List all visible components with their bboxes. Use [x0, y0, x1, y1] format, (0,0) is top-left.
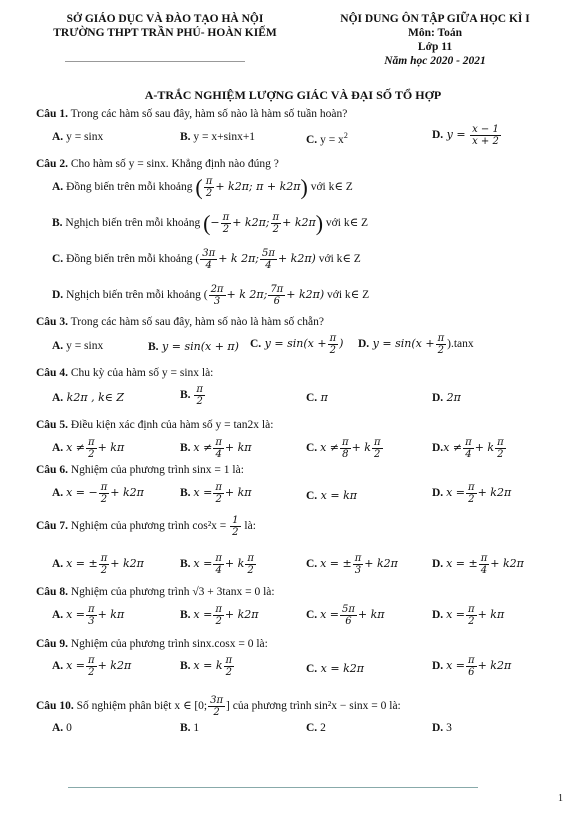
option-letter: D.: [432, 392, 444, 404]
option-letter: B.: [180, 558, 191, 571]
denominator: x + 2: [472, 136, 499, 147]
fraction: $\frac{3\pi}{2}$: [210, 695, 224, 718]
q5-option-d: D.x ≠ $\frac{\pi}{4}$ + k $\frac{\pi}{2}$: [432, 437, 504, 460]
option-letter: D.: [432, 722, 444, 734]
option-exponent: 2: [343, 131, 348, 140]
option-letter: B.: [180, 131, 191, 143]
q7-option-c: C. x = ± $\frac{\pi}{3}$ + k2π: [306, 553, 398, 576]
option-letter: B.: [52, 217, 63, 230]
section-title: A-TRẮC NGHIỆM LƯỢNG GIÁC VÀ ĐẠI SỐ TỔ HỢP: [144, 88, 442, 102]
option-letter: A.: [52, 558, 64, 571]
q1-option-d: [432, 124, 502, 147]
header-left: [30, 12, 300, 40]
option-letter: A.: [52, 181, 64, 194]
option-letter: D.: [358, 338, 370, 351]
fraction: $\frac{\pi}{2}$: [222, 212, 230, 235]
option-value: y =: [443, 128, 470, 142]
question-number: Câu 7.: [36, 520, 68, 533]
option-letter: D.: [432, 660, 444, 673]
option-text: Nghịch biến trên mỗi khoảng: [62, 217, 201, 230]
fraction: $\frac{2\pi}{3}$: [210, 284, 224, 307]
option-letter: B.: [180, 389, 191, 402]
q3-option-c: C. y = sin(x + $\frac{\pi}{2}$ ): [250, 333, 344, 356]
question-7: [36, 515, 256, 538]
option-text: Nghịch biến trên mỗi khoảng: [63, 289, 201, 302]
question-text: Nghiệm của phương trình sinx = 1 là:: [67, 464, 244, 476]
q3-option-b: [148, 340, 239, 353]
q6-option-a: A. x = − $\frac{\pi}{2}$ + k2π: [52, 482, 144, 505]
question-text: Nghiệm của phương trình cos²x =: [67, 520, 227, 533]
paren-open: (: [195, 174, 203, 200]
school-year: Năm học 2020 - 2021: [384, 55, 486, 67]
paren-open: (: [203, 210, 211, 236]
option-value: y = sinx: [63, 340, 104, 352]
header-right: [300, 12, 570, 68]
fraction: $\frac{\pi}{2}$: [196, 384, 203, 407]
q2-option-c: C. Đồng biến trên mỗi khoảng ( $\frac{3\pi}{4}$ + k 2π; $\frac{5\pi}{4}$ + k2π) với k∈ Z: [52, 248, 361, 271]
option-value: y = sinx: [63, 131, 104, 143]
q8-option-b: B. x = $\frac{\pi}{2}$ + k2π: [180, 604, 259, 627]
question-text: Nghiệm của phương trình √3 + 3tanx = 0 là:: [67, 586, 275, 598]
option-letter: C.: [52, 253, 64, 266]
question-5: [36, 419, 273, 431]
option-value: y = sin(x +: [369, 337, 435, 351]
q2-option-b: B. Nghịch biến trên mỗi khoảng (− $\frac{\pi}{2}$ + k2π; $\frac{\pi}{2}$ + k2π) với k∈ Z: [52, 210, 368, 236]
subject: Môn: Toán: [407, 27, 462, 39]
option-letter: B.: [180, 487, 191, 500]
option-letter: C.: [306, 392, 318, 404]
option-letter: A.: [52, 722, 64, 734]
q3-option-d: [358, 333, 474, 356]
question-number: Câu 8.: [36, 586, 68, 598]
question-text: Điều kiện xác định của hàm số y = tan2x là:: [67, 419, 274, 431]
fraction: [470, 124, 501, 147]
option-letter: C.: [306, 133, 318, 146]
q10-option-a: [52, 722, 72, 734]
q5-option-a: A. x ≠ $\frac{\pi}{2}$ + kπ: [52, 437, 125, 460]
q1-option-c: [306, 131, 348, 146]
option-value: y = sin(x +: [261, 337, 327, 351]
q6-option-c: [306, 489, 357, 502]
option-letter: A.: [52, 609, 64, 622]
fraction: $\frac{1}{2}$: [232, 515, 239, 538]
q2-option-a: [52, 176, 353, 199]
option-value: y = x+sinx+1: [190, 131, 256, 143]
q4-option-d: [432, 391, 461, 404]
option-letter: A.: [52, 487, 64, 500]
option-letter: C.: [306, 663, 318, 675]
option-value: k2π , k∈ Z: [63, 391, 125, 404]
question-number: Câu 1.: [36, 108, 68, 120]
question-text: Trong các hàm số sau đây, hàm số nào là hàm số tuần hoàn?: [67, 108, 348, 120]
question-2: [36, 158, 279, 170]
option-letter: C.: [306, 442, 318, 455]
question-text: Nghiệm của phương trình sinx.cosx = 0 là:: [67, 638, 268, 650]
question-number: Câu 9.: [36, 638, 68, 650]
option-text: Đồng biến trên mỗi khoảng: [63, 181, 193, 194]
option-letter: C.: [250, 338, 262, 351]
question-8: [36, 586, 275, 598]
grade: Lớp 11: [417, 41, 453, 53]
option-tail: ).tanx: [447, 338, 474, 351]
option-value: 2π: [443, 391, 461, 404]
q8-option-c: C. x = $\frac{5\pi}{6}$ + kπ: [306, 604, 385, 627]
option-letter: C.: [306, 490, 318, 502]
option-value: 3: [443, 722, 452, 734]
q9-option-a: A. x = $\frac{\pi}{2}$ + k2π: [52, 655, 132, 678]
question-1: [36, 108, 347, 120]
question-10: [36, 695, 401, 718]
option-letter: B.: [180, 660, 191, 673]
question-3: [36, 316, 324, 328]
option-letter: B.: [180, 442, 191, 455]
expr: + k2π; π + k2π: [215, 180, 301, 194]
q9-option-c: [306, 662, 364, 675]
fraction: $\frac{5\pi}{4}$: [262, 248, 275, 271]
option-value: y = sin(x + π): [158, 340, 239, 353]
question-number: Câu 3.: [36, 316, 68, 328]
question-text-tail: là:: [241, 520, 256, 533]
question-number: Câu 5.: [36, 419, 68, 431]
q4-option-c: [306, 391, 328, 404]
footer-divider: [68, 787, 478, 788]
option-suffix: với k∈ Z: [325, 217, 368, 230]
question-number: Câu 6.: [36, 464, 68, 476]
q6-option-b: B. x = $\frac{\pi}{2}$ + kπ: [180, 482, 252, 505]
fraction: $\frac{\pi}{2}$: [272, 212, 280, 235]
option-letter: B.: [180, 609, 191, 622]
option-value: 1: [190, 722, 200, 734]
header-divider: [65, 61, 245, 62]
q1-option-a: [52, 131, 103, 143]
option-suffix: với k∈ Z: [327, 289, 370, 302]
option-value: π: [317, 391, 328, 404]
question-text-tail: ] của phương trình sin²x − sinx = 0 là:: [226, 700, 401, 713]
option-letter: D.: [52, 289, 64, 302]
q9-option-d: D. x = $\frac{\pi}{6}$ + k2π: [432, 655, 512, 678]
q1-option-b: [180, 131, 255, 143]
q7-option-b: B. x = $\frac{\pi}{4}$ + k $\frac{\pi}{2}$: [180, 553, 254, 576]
question-text: Số nghiệm phân biệt x ∈ [0;: [73, 700, 208, 713]
q4-option-a: [52, 391, 124, 404]
fraction: $\frac{7\pi}{6}$: [270, 284, 284, 307]
option-letter: B.: [180, 722, 191, 734]
option-letter: D.: [432, 609, 444, 622]
q3-option-a: [52, 340, 103, 352]
q10-option-b: [180, 722, 199, 734]
question-text: Trong các hàm số sau đây, hàm số nào là hàm số chẵn?: [67, 316, 324, 328]
option-value: x = k2π: [317, 662, 364, 675]
exam-title: NỘI DUNG ÔN TẬP GIỮA HỌC KÌ I: [340, 13, 530, 25]
option-letter: A.: [52, 660, 64, 673]
paren-close: ): [300, 174, 308, 200]
q10-option-c: [306, 722, 326, 734]
q4-option-b: [180, 384, 206, 407]
option-letter: A.: [52, 340, 64, 352]
option-suffix: với k∈ Z: [310, 181, 353, 194]
question-text: Cho hàm số y = sinx. Khẳng định nào đúng ?: [67, 158, 279, 170]
question-number: Câu 4.: [36, 367, 68, 379]
department-name: SỞ GIÁO DỤC VÀ ĐÀO TẠO HÀ NỘI: [66, 13, 264, 25]
option-letter: B.: [148, 341, 159, 353]
q7-option-a: A. x = ± $\frac{\pi}{2}$ + k2π: [52, 553, 144, 576]
q9-option-b: B. x = k $\frac{\pi}{2}$: [180, 655, 233, 678]
fraction: $\frac{\pi}{2}$: [437, 333, 445, 356]
option-value: 0: [63, 722, 72, 734]
option-letter: D.: [432, 442, 444, 455]
option-letter: A.: [52, 442, 64, 455]
q6-option-d: D. x = $\frac{\pi}{2}$ + k2π: [432, 482, 512, 505]
option-text: Đồng biến trên mỗi khoảng: [63, 253, 193, 266]
option-letter: D.: [432, 487, 444, 500]
q8-option-a: A. x = $\frac{\pi}{3}$ + kπ: [52, 604, 125, 627]
option-letter: D.: [432, 129, 444, 142]
option-value: y = x: [317, 133, 344, 146]
option-suffix: với k∈ Z: [318, 253, 361, 266]
option-letter: C.: [306, 722, 318, 734]
q10-option-d: [432, 722, 452, 734]
q2-option-d: D. Nghịch biến trên mỗi khoảng ( $\frac{2\pi}{3}$ + k 2π; $\frac{7\pi}{6}$ + k2π) với k∈ Z: [52, 284, 370, 307]
fraction: $\frac{\pi}{2}$: [205, 176, 213, 199]
q5-option-b: B. x ≠ $\frac{\pi}{4}$ + kπ: [180, 437, 252, 460]
fraction: $\frac{\pi}{2}$: [329, 333, 337, 356]
option-value: x = kπ: [317, 489, 357, 502]
q8-option-d: D. x = $\frac{\pi}{2}$ + kπ: [432, 604, 505, 627]
school-name: TRƯỜNG THPT TRẦN PHÚ- HOÀN KIẾM: [53, 27, 277, 39]
option-letter: A.: [52, 131, 64, 143]
question-4: [36, 367, 213, 379]
question-number: Câu 10.: [36, 700, 74, 713]
paren-close: ): [315, 210, 324, 236]
numerator: x − 1: [472, 124, 499, 135]
fraction: $\frac{3\pi}{4}$: [202, 248, 216, 271]
option-letter: D.: [432, 558, 444, 571]
question-9: [36, 638, 268, 650]
option-letter: A.: [52, 392, 64, 404]
question-number: Câu 2.: [36, 158, 68, 170]
page-number: 1: [558, 793, 563, 804]
question-text: Chu kỳ của hàm số y = sinx là:: [67, 367, 214, 379]
option-letter: C.: [306, 609, 318, 622]
q7-option-d: D. x = ± $\frac{\pi}{4}$ + k2π: [432, 553, 524, 576]
option-letter: C.: [306, 558, 318, 571]
q5-option-c: C. x ≠ $\frac{\pi}{8}$ + k $\frac{\pi}{2}$: [306, 437, 381, 460]
question-6: [36, 464, 244, 476]
option-value: 2: [317, 722, 326, 734]
